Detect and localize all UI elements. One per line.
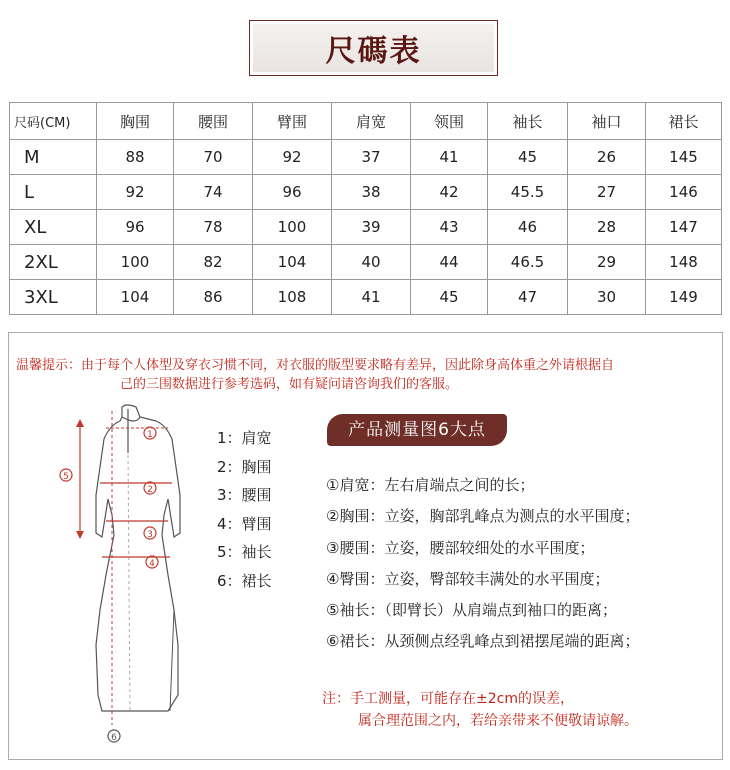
table-row (10, 210, 722, 245)
table-cell: 108 (253, 280, 332, 315)
table-cell: 45 (411, 280, 488, 315)
side-slit (170, 610, 174, 711)
table-cell: 46.5 (488, 245, 568, 280)
note-line-1: 注：手工测量，可能存在±2cm的误差， (322, 691, 574, 707)
table-cell: 147 (646, 210, 722, 245)
header-waist: 腰围 (174, 103, 253, 140)
table-cell: XL (10, 210, 97, 245)
table-cell: 45 (488, 140, 568, 175)
marker-5 (60, 469, 72, 482)
header-collar: 领围 (411, 103, 488, 140)
legend-item: 5：袖长 (217, 543, 272, 561)
notice-line-2: 己的三围数据进行参考选码，如有疑问请咨询我们的客服。 (120, 377, 459, 392)
table-cell: 37 (332, 140, 411, 175)
table-cell: 41 (332, 280, 411, 315)
legend-item: 3：腰围 (217, 486, 272, 504)
definition-item: ⑥裙长：从颈侧点经乳峰点到裙摆尾端的距离； (326, 632, 640, 651)
measurement-note (322, 688, 638, 732)
table-cell: M (10, 140, 97, 175)
svg-text:6: 6 (111, 733, 117, 743)
table-cell: 26 (568, 140, 646, 175)
svg-text:4: 4 (149, 559, 155, 569)
table-cell: 27 (568, 175, 646, 210)
marker-3 (144, 527, 156, 540)
title-background (253, 24, 494, 72)
marker-4 (146, 556, 158, 569)
table-cell: L (10, 175, 97, 210)
definition-item: ③腰围：立姿，腰部较细处的水平围度； (326, 538, 595, 557)
notice-text (16, 356, 716, 394)
header-cuff: 袖口 (568, 103, 646, 140)
table-cell: 96 (253, 175, 332, 210)
table-header-row (10, 103, 722, 140)
table-row (10, 245, 722, 280)
measurement-definitions (326, 470, 639, 658)
note-line-2: 属合理范围之内，若给亲带来不便敬请谅解。 (358, 713, 638, 729)
measurement-points-badge: 产品测量图6大点 (327, 414, 507, 446)
header-dress-length: 裙长 (646, 103, 722, 140)
dress-measurement-figure (40, 395, 210, 750)
table-cell: 100 (253, 210, 332, 245)
dress-outline (96, 405, 180, 711)
page-title: 尺碼表 (325, 34, 422, 69)
table-row (10, 140, 722, 175)
table-cell: 82 (174, 245, 253, 280)
table-row (10, 280, 722, 315)
center-line (128, 455, 130, 711)
table-cell: 44 (411, 245, 488, 280)
table-cell: 104 (253, 245, 332, 280)
table-cell: 47 (488, 280, 568, 315)
table-cell: 41 (411, 140, 488, 175)
table-cell: 104 (97, 280, 174, 315)
notice-line-1: 温馨提示：由于每个人体型及穿衣习惯不同，对衣服的版型要求略有差异，因此除身高体重之外请根据自 (16, 358, 615, 373)
table-cell: 43 (411, 210, 488, 245)
legend-item: 1：肩宽 (217, 429, 272, 447)
marker-2 (144, 482, 156, 495)
legend-item: 6：裙长 (217, 571, 272, 590)
measurement-legend (217, 424, 272, 595)
definition-item: ②胸围：立姿，胸部乳峰点为测点的水平围度； (326, 507, 640, 526)
table-cell: 96 (97, 210, 174, 245)
table-cell: 3XL (10, 280, 97, 315)
table-cell: 145 (646, 140, 722, 175)
table-cell: 70 (174, 140, 253, 175)
svg-text:2: 2 (147, 485, 153, 495)
legend-item: 2：胸围 (217, 457, 272, 476)
header-hip: 臂围 (253, 103, 332, 140)
marker-6 (108, 730, 120, 743)
table-cell: 28 (568, 210, 646, 245)
title-banner (249, 20, 498, 76)
table-cell: 40 (332, 245, 411, 280)
table-cell: 46 (488, 210, 568, 245)
table-cell: 148 (646, 245, 722, 280)
table-cell: 149 (646, 280, 722, 315)
table-cell: 88 (97, 140, 174, 175)
table-cell: 45.5 (488, 175, 568, 210)
definition-item: ⑤袖长：（即臂长）从肩端点到袖口的距离； (326, 601, 617, 620)
svg-text:1: 1 (147, 430, 153, 440)
legend-item: 4：臂围 (217, 514, 272, 533)
table-cell: 42 (411, 175, 488, 210)
header-size: 尺码(CM) (10, 103, 97, 140)
marker-1 (144, 427, 156, 440)
table-cell: 39 (332, 210, 411, 245)
svg-text:3: 3 (147, 530, 153, 540)
header-sleeve-length: 袖长 (488, 103, 568, 140)
table-cell: 92 (97, 175, 174, 210)
table-cell: 2XL (10, 245, 97, 280)
table-cell: 146 (646, 175, 722, 210)
definition-item: ①肩宽：左右肩端点之间的长； (326, 476, 535, 494)
table-cell: 100 (97, 245, 174, 280)
table-cell: 74 (174, 175, 253, 210)
header-shoulder: 肩宽 (332, 103, 411, 140)
collar (122, 409, 140, 453)
definition-item: ④臀围：立姿，臀部较丰满处的水平围度； (326, 569, 610, 588)
table-cell: 86 (174, 280, 253, 315)
table-cell: 30 (568, 280, 646, 315)
table-cell: 29 (568, 245, 646, 280)
header-bust: 胸围 (97, 103, 174, 140)
table-cell: 38 (332, 175, 411, 210)
svg-text:5: 5 (63, 472, 69, 482)
table-cell: 78 (174, 210, 253, 245)
table-cell: 92 (253, 140, 332, 175)
table-row (10, 175, 722, 210)
size-chart-table (9, 102, 722, 315)
